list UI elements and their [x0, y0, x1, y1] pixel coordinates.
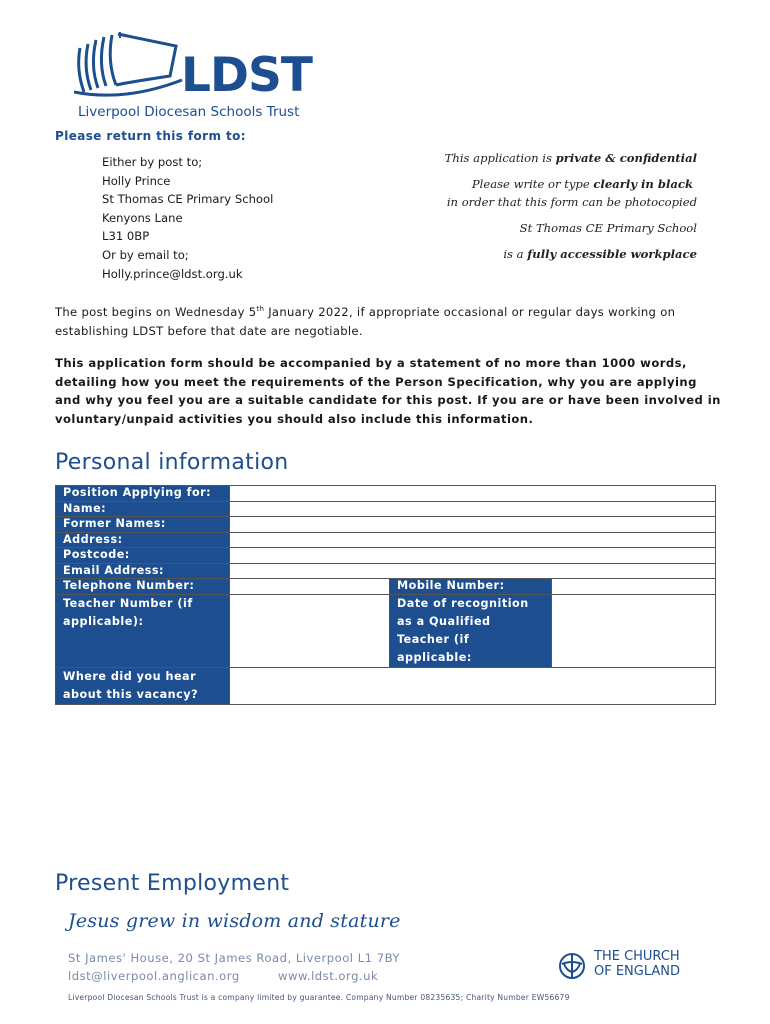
post-begins-part: The post begins on Wednesday 5: [55, 305, 257, 319]
ldst-logo-mark: [70, 30, 185, 100]
private-note: [445, 151, 697, 165]
return-email: Holly.prince@ldst.org.uk: [102, 266, 243, 281]
return-line: St Thomas CE Primary School: [102, 192, 274, 207]
post-begins-sup: th: [256, 305, 265, 313]
former-names-field[interactable]: [230, 517, 716, 533]
footer-contact: [68, 950, 400, 985]
return-line: Holly Prince: [102, 173, 171, 188]
application-notes: [367, 151, 697, 271]
return-line: Or by email to;: [102, 247, 189, 262]
post-begins-text: [55, 300, 725, 341]
footer-tagline: Jesus grew in wisdom and stature: [68, 910, 401, 932]
footer-email[interactable]: ldst@liverpool.anglican.org: [68, 968, 240, 983]
logo-wordmark: LDST: [181, 48, 312, 103]
access-prefix: is a: [503, 247, 528, 261]
qualified-date-label: Date of recognition as a Qualified Teacher (if applicable:: [390, 594, 552, 667]
write-prefix: Please write or type: [471, 177, 594, 191]
access-bold: fully accessible workplace: [527, 247, 697, 261]
personal-information-table: [55, 485, 716, 705]
logo-subtitle: Liverpool Diocesan Schools Trust: [78, 104, 300, 120]
qualified-date-field[interactable]: [552, 594, 716, 667]
personal-information-heading: Personal information: [55, 450, 289, 475]
write-note: [472, 177, 693, 191]
footer-links-row: [68, 968, 400, 986]
footer-legal: Liverpool Diocesan Schools Trust is a company limited by guarantee. Company Number 08235635; Charity Number EW56679: [68, 993, 570, 1002]
position-field[interactable]: [230, 486, 716, 502]
name-field[interactable]: [230, 501, 716, 517]
mobile-label: Mobile Number:: [390, 579, 552, 595]
postcode-field[interactable]: [230, 548, 716, 564]
return-line: Kenyons Lane: [102, 210, 183, 225]
return-line: L31 0BP: [102, 229, 150, 244]
footer-website[interactable]: www.ldst.org.uk: [278, 968, 379, 983]
coe-line: THE CHURCH: [594, 949, 680, 964]
school-note: St Thomas CE Primary School: [519, 221, 697, 235]
private-bold: private & confidential: [555, 151, 697, 165]
private-prefix: This application is: [444, 151, 556, 165]
return-label: Please return this form to:: [55, 129, 246, 143]
teacher-number-field[interactable]: [230, 594, 390, 667]
email-label: Email Address:: [56, 563, 230, 579]
church-of-england-icon: [557, 951, 587, 981]
telephone-field[interactable]: [230, 579, 390, 595]
write-bold: clearly in black: [593, 177, 693, 191]
address-label: Address:: [56, 532, 230, 548]
name-label: Name:: [56, 501, 230, 517]
return-line: Either by post to;: [102, 155, 203, 169]
mobile-field[interactable]: [552, 579, 716, 595]
coe-line: OF ENGLAND: [594, 963, 681, 979]
church-of-england-wordmark: [594, 950, 680, 979]
email-field[interactable]: [230, 563, 716, 579]
return-address: [102, 153, 273, 283]
post-begins-part: January 2022, if appropriate occasional or regular days working on establishing LDST before that date are negotiable.: [55, 305, 676, 338]
present-employment-heading: Present Employment: [55, 871, 290, 896]
position-label: Position Applying for:: [56, 486, 230, 502]
postcode-label: Postcode:: [56, 548, 230, 564]
statement-instructions: This application form should be accompanied by a statement of no more than 1000 words, detailing how you meet the requirements of the Person Specification, why you are applying and why you feel you are a suitable candidate for this post. If you are or have been involved in voluntary/unpaid activities you should also include this information.: [55, 356, 721, 426]
teacher-number-label: Teacher Number (if applicable):: [56, 594, 230, 667]
accessible-note: [503, 247, 697, 261]
footer-address: St James' House, 20 St James Road, Liverpool L1 7BY: [68, 951, 401, 965]
hear-about-label: Where did you hear about this vacancy?: [56, 667, 230, 704]
former-names-label: Former Names:: [56, 517, 230, 533]
hear-about-field[interactable]: [230, 667, 716, 704]
telephone-label: Telephone Number:: [56, 579, 230, 595]
photocopy-note: in order that this form can be photocopied: [446, 195, 697, 209]
address-field[interactable]: [230, 532, 716, 548]
